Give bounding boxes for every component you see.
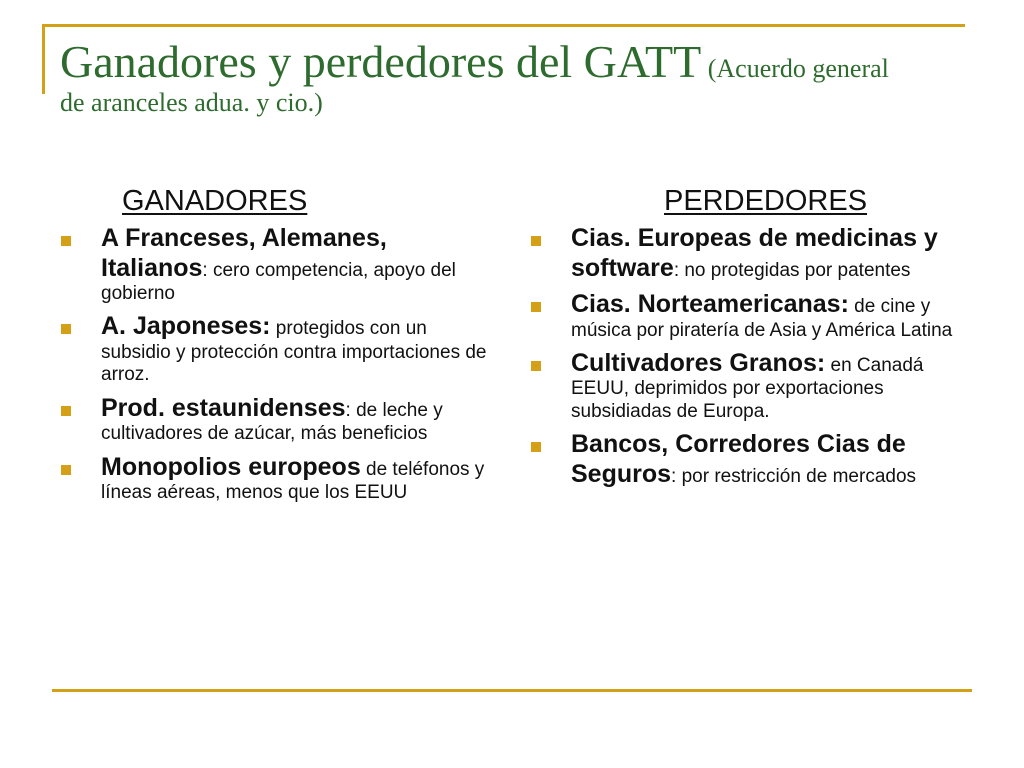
item-strong-text: Bancos, Corredores Cias de Seguros	[571, 430, 906, 488]
slide-title	[60, 36, 990, 117]
list-item	[528, 349, 968, 423]
item-detail-text: protegidos con un subsidio y protección contra importaciones de arroz.	[101, 318, 487, 386]
item-detail-text: : cero competencia, apoyo del gobierno	[101, 259, 456, 304]
item-detail-text: de cine y música por piratería de Asia y América Latina	[571, 296, 953, 341]
square-bullet-icon	[531, 236, 541, 246]
list-item	[58, 224, 498, 305]
left-accent-line	[42, 24, 45, 94]
item-detail-text: en Canadá EEUU, deprimidos por exportaciones subsidiadas de Europa.	[571, 354, 924, 422]
square-bullet-icon	[531, 302, 541, 312]
list-item	[528, 290, 968, 342]
item-detail-text: : de leche y cultivadores de azúcar, más beneficios	[101, 399, 443, 445]
list-item	[58, 394, 498, 446]
item-strong-text: Cias. Europeas de medicinas y software	[571, 224, 938, 282]
bottom-accent-line	[52, 689, 972, 692]
square-bullet-icon	[531, 442, 541, 452]
square-bullet-icon	[531, 361, 541, 371]
list-item	[58, 453, 498, 505]
ganadores-column	[58, 185, 498, 512]
ganadores-heading: GANADORES	[122, 185, 308, 217]
item-strong-text: A Franceses, Alemanes, Italianos	[101, 224, 387, 282]
item-strong-text: Cias. Norteamericanas:	[571, 290, 849, 318]
list-item	[528, 224, 968, 283]
square-bullet-icon	[61, 324, 71, 334]
item-strong-text: Prod. estaunidenses	[101, 393, 346, 422]
square-bullet-icon	[61, 465, 71, 475]
ganadores-list	[58, 224, 498, 505]
item-detail-text: de teléfonos y líneas aéreas, menos que los EEUU	[101, 458, 485, 504]
perdedores-column	[528, 185, 968, 496]
item-strong-text: A. Japoneses:	[101, 312, 271, 341]
list-item	[58, 312, 498, 386]
top-accent-line	[42, 24, 965, 27]
slide-title-main: Ganadores y perdedores del GATT	[60, 36, 702, 87]
item-detail-text: : no protegidas por patentes	[673, 259, 911, 281]
square-bullet-icon	[61, 236, 71, 246]
item-detail-text: : por restricción de mercados	[671, 465, 917, 487]
square-bullet-icon	[61, 406, 71, 416]
perdedores-heading: PERDEDORES	[664, 185, 868, 217]
slide-title-subtitle-line2: de aranceles adua. y cio.)	[60, 87, 323, 117]
slide-title-subtitle: (Acuerdo general	[701, 54, 889, 83]
item-strong-text: Monopolios europeos	[101, 452, 361, 481]
perdedores-list	[528, 224, 968, 489]
list-item	[528, 430, 968, 489]
item-strong-text: Cultivadores Granos:	[571, 348, 826, 377]
